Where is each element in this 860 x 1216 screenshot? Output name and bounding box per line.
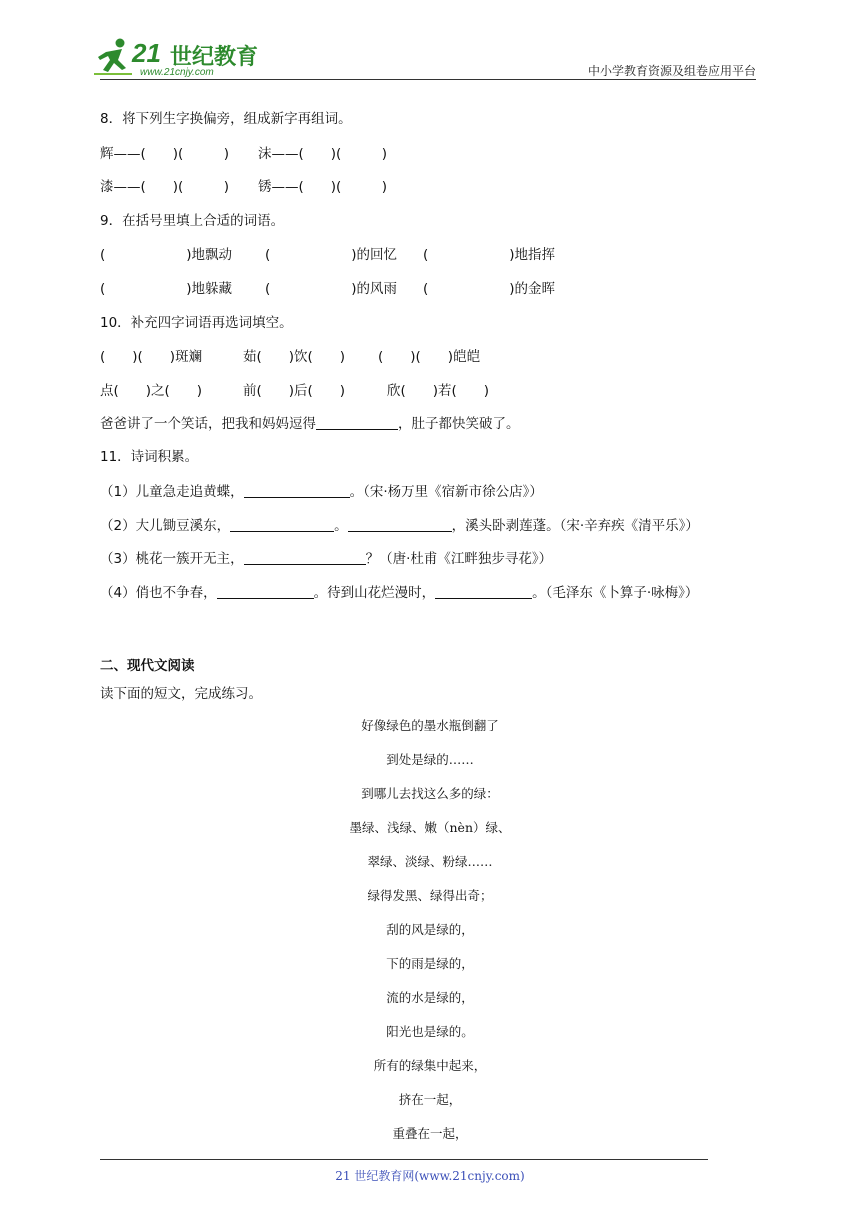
q9-item: ( )地飘动 bbox=[100, 247, 233, 263]
q11-line-4 bbox=[100, 581, 698, 601]
poem-prompt: （3）桃花一簇开无主， bbox=[100, 551, 244, 567]
q10-sentence-start: 爸爸讲了一个笑话，把我和妈妈逗得 bbox=[100, 416, 316, 432]
answer-blank[interactable] bbox=[230, 517, 334, 532]
answer-blank[interactable] bbox=[244, 483, 350, 498]
q9-item: ( )的回忆 bbox=[265, 247, 398, 263]
poem-line: 阳光也是绿的。 bbox=[386, 1024, 474, 1039]
poem-line: 重叠在一起， bbox=[392, 1126, 468, 1141]
logo-number: 21 bbox=[132, 38, 161, 68]
header-platform-name: 中小学教育资源及组卷应用平台 bbox=[587, 64, 756, 78]
q10-item: ( )( )斑斓 bbox=[100, 349, 203, 365]
answer-blank[interactable] bbox=[435, 584, 532, 599]
poem-line: 到处是绿的…… bbox=[386, 752, 474, 767]
q10-item: 欣( )若( ) bbox=[387, 383, 490, 399]
site-logo bbox=[92, 36, 262, 80]
section-intro: 读下面的短文，完成练习。 bbox=[100, 686, 262, 702]
poem-line: 好像绿色的墨水瓶倒翻了 bbox=[361, 718, 499, 733]
answer-blank[interactable] bbox=[217, 584, 314, 599]
answer-blank[interactable] bbox=[316, 415, 398, 430]
poem-middle: 。待到山花烂漫时， bbox=[313, 585, 436, 601]
footer-link[interactable]: 21 世纪教育网(www.21cnjy.com) bbox=[335, 1169, 525, 1183]
q8-item: 锈——( )( ) bbox=[258, 179, 388, 195]
logo-url: www.21cnjy.com bbox=[140, 67, 214, 78]
poem-line: 到哪儿去找这么多的绿： bbox=[361, 786, 499, 801]
q9-item: ( )地指挥 bbox=[423, 247, 556, 263]
poem-prompt: （1）儿童急走追黄蝶， bbox=[100, 484, 244, 500]
q11-line-1 bbox=[100, 480, 543, 500]
q9-item: ( )地躲藏 bbox=[100, 281, 233, 297]
q10-title: 10．补充四字词语再选词填空。 bbox=[100, 315, 293, 331]
section-title: 二、现代文阅读 bbox=[100, 658, 195, 674]
q10-item: ( )( )皑皑 bbox=[378, 349, 481, 365]
poem-prompt: （4）俏也不争春， bbox=[100, 585, 217, 601]
poem-punct: 。 bbox=[334, 518, 348, 534]
poem-source: 。（宋·杨万里《宿新市徐公店》） bbox=[349, 484, 543, 500]
runner-icon bbox=[92, 36, 136, 80]
logo-text: 世纪教育 bbox=[170, 45, 259, 70]
q8-title: 8．将下列生字换偏旁，组成新字再组词。 bbox=[100, 111, 352, 127]
answer-blank[interactable] bbox=[244, 550, 366, 565]
poem-prompt: （2）大儿锄豆溪东， bbox=[100, 518, 231, 534]
poem-source: 。（毛泽东《卜算子·咏梅》） bbox=[532, 585, 699, 601]
poem-line: 流的水是绿的， bbox=[386, 990, 474, 1005]
poem-line: 刮的风是绿的， bbox=[386, 922, 474, 937]
q11-title: 11．诗词积累。 bbox=[100, 449, 199, 465]
footer-divider bbox=[100, 1159, 708, 1160]
poem-line: 墨绿、浅绿、嫩（nèn）绿、 bbox=[349, 820, 511, 835]
q9-item: ( )的金晖 bbox=[423, 281, 556, 297]
q10-sentence-end: ，肚子都快笑破了。 bbox=[398, 416, 520, 432]
q11-line-3 bbox=[100, 547, 552, 567]
q10-item: 点( )之( ) bbox=[100, 383, 203, 399]
q8-item: 辉——( )( ) bbox=[100, 146, 230, 162]
poem-line: 所有的绿集中起来， bbox=[373, 1058, 487, 1073]
poem-line: 翠绿、淡绿、粉绿…… bbox=[367, 854, 493, 869]
poem-source: ？（唐·杜甫《江畔独步寻花》） bbox=[365, 551, 553, 567]
poem-line: 挤在一起， bbox=[398, 1092, 462, 1107]
q10-sentence bbox=[100, 412, 520, 432]
q8-item: 漆——( )( ) bbox=[100, 179, 230, 195]
header-divider bbox=[100, 79, 756, 80]
poem-source: ，溪头卧剥莲蓬。（宋·辛弃疾《清平乐》） bbox=[451, 518, 699, 534]
q10-item: 茹( )饮( ) bbox=[243, 349, 346, 365]
q8-item: 沫——( )( ) bbox=[258, 146, 388, 162]
q11-line-2 bbox=[100, 514, 699, 534]
answer-blank[interactable] bbox=[348, 517, 452, 532]
q10-item: 前( )后( ) bbox=[243, 383, 346, 399]
poem-line: 绿得发黑、绿得出奇； bbox=[367, 888, 493, 903]
poem-line: 下的雨是绿的， bbox=[386, 956, 474, 971]
q9-title: 9．在括号里填上合适的词语。 bbox=[100, 213, 285, 229]
q9-item: ( )的风雨 bbox=[265, 281, 398, 297]
